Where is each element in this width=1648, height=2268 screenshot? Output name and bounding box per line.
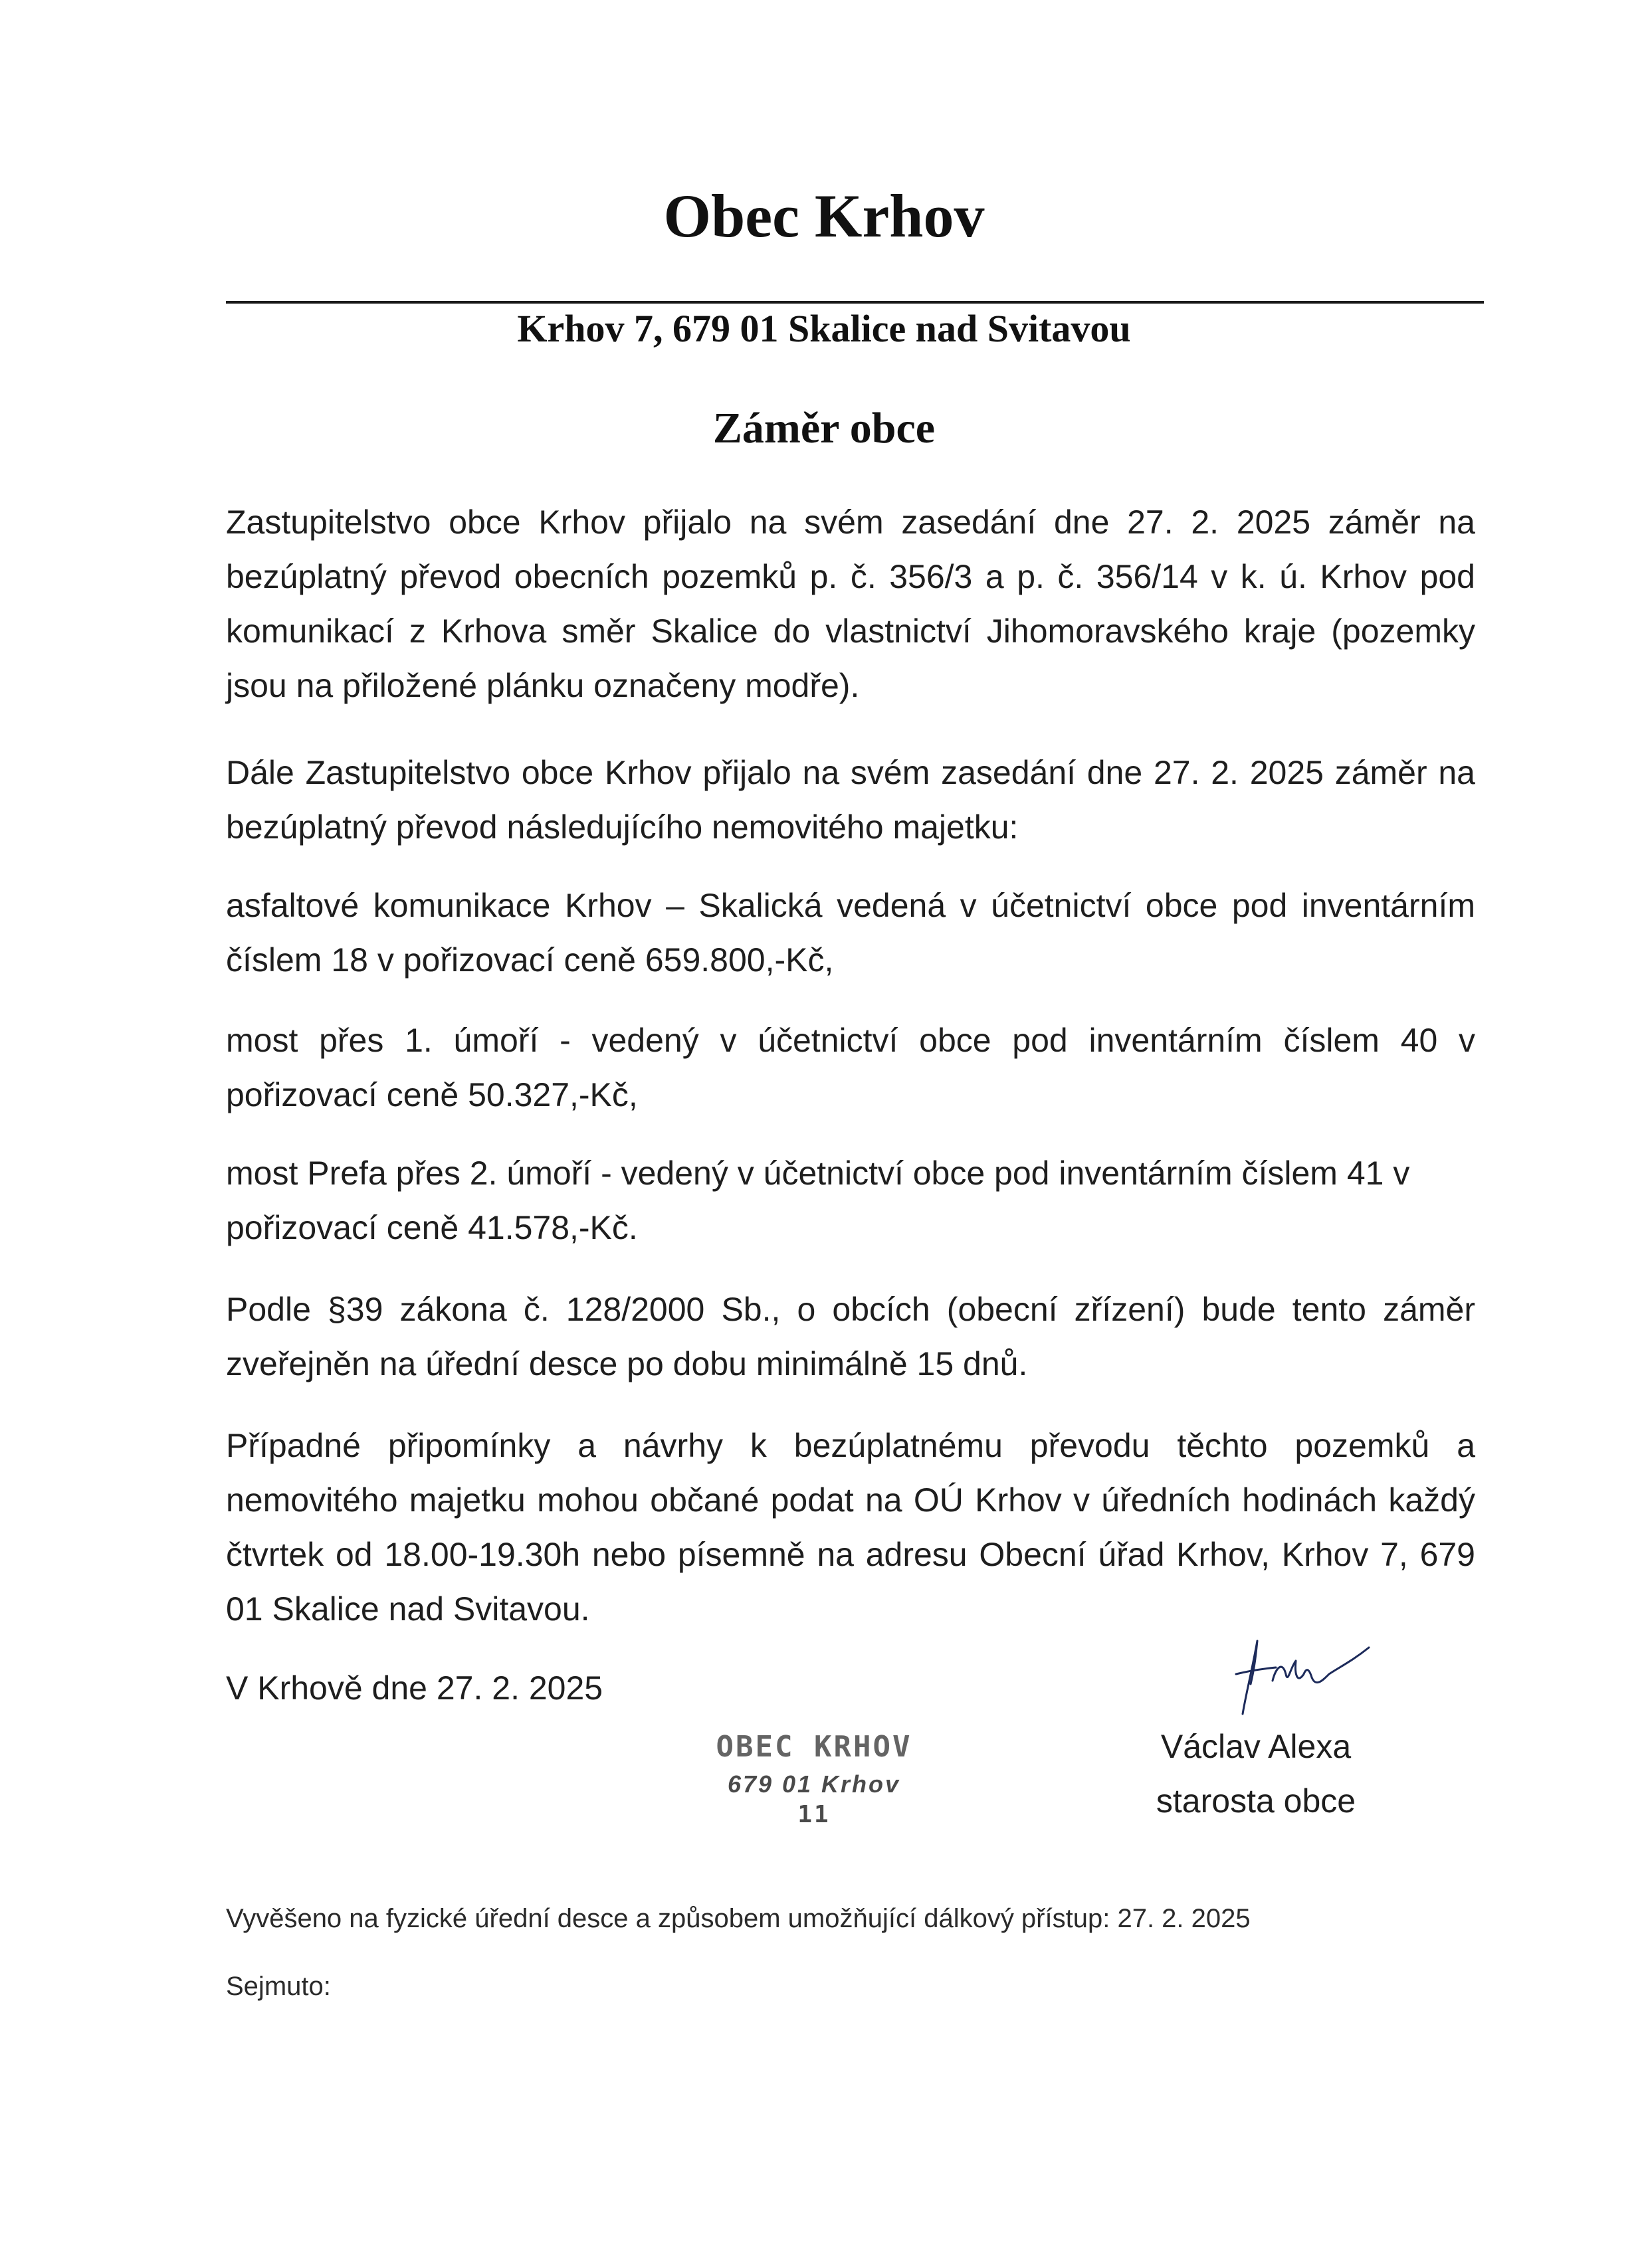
stamp-line-2: 679 01 Krhov <box>727 1770 901 1798</box>
paragraph-bridge-2: most Prefa přes 2. úmoří - vedený v účetnictví obce pod inventárním číslem 41 v pořizovací ceně 41.578,-Kč. <box>226 1155 1410 1246</box>
paragraph-land-transfer: Zastupitelstvo obce Krhov přijalo na svém zasedání dne 27. 2. 2025 záměr na bezúplatný převod obecních pozemků p. č. 356/3 a p. č. 356/14 v k. ú. Krhov pod komunikací z Krhova směr Skalice do vlastnictví Jihomoravského kraje (pozemky jsou na přiložené plánku označeny modře). <box>226 504 1475 704</box>
paragraph-legal-basis: Podle §39 zákona č. 128/2000 Sb., o obcích (obecní zřízení) bude tento záměr zveřejněn na úřední desce po dobu minimálně 15 dnů. <box>226 1291 1475 1382</box>
posted-note: Vyvěšeno na fyzické úřední desce a způsobem umožňující dálkový přístup: 27. 2. 2025 <box>226 1904 1251 1933</box>
official-stamp <box>681 1727 947 1828</box>
handwritten-signature <box>1216 1621 1389 1727</box>
signer-role: starosta obce <box>1156 1782 1356 1820</box>
paragraph-bridge-1: most přes 1. úmoří - vedený v účetnictví obce pod inventárním číslem 40 v pořizovací ceně 50.327,-Kč, <box>226 1022 1475 1113</box>
stamp-line-3: 11 <box>797 1801 831 1828</box>
paragraph-comments: Případné připomínky a návrhy k bezúplatnému převodu těchto pozemků a nemovitého majetku mohou občané podat na OÚ Krhov v úředních hodinách každý čtvrtek od 18.00-19.30h nebo písemně na adresu Obecní úřad Krhov, Krhov 7, 679 01 Skalice nad Svitavou. <box>226 1427 1475 1628</box>
municipality-address: Krhov 7, 679 01 Skalice nad Svitavou <box>517 307 1131 350</box>
paragraph-property-intro: Dále Zastupitelstvo obce Krhov přijalo na svém zasedání dne 27. 2. 2025 záměr na bezúplatný převod následujícího nemovitého majetku: <box>226 754 1475 846</box>
date-line: V Krhově dne 27. 2. 2025 <box>226 1669 603 1707</box>
removed-note: Sejmuto: <box>226 1972 331 2001</box>
page-title: Obec Krhov <box>663 182 985 250</box>
stamp-line-1: OBEC KRHOV <box>716 1730 912 1764</box>
document-subtitle: Záměr obce <box>712 404 936 452</box>
paragraph-road-asset: asfaltové komunikace Krhov – Skalická vedená v účetnictví obce pod inventárním číslem 18 v pořizovací ceně 659.800,-Kč, <box>226 887 1475 979</box>
signer-name: Václav Alexa <box>1160 1728 1352 1765</box>
